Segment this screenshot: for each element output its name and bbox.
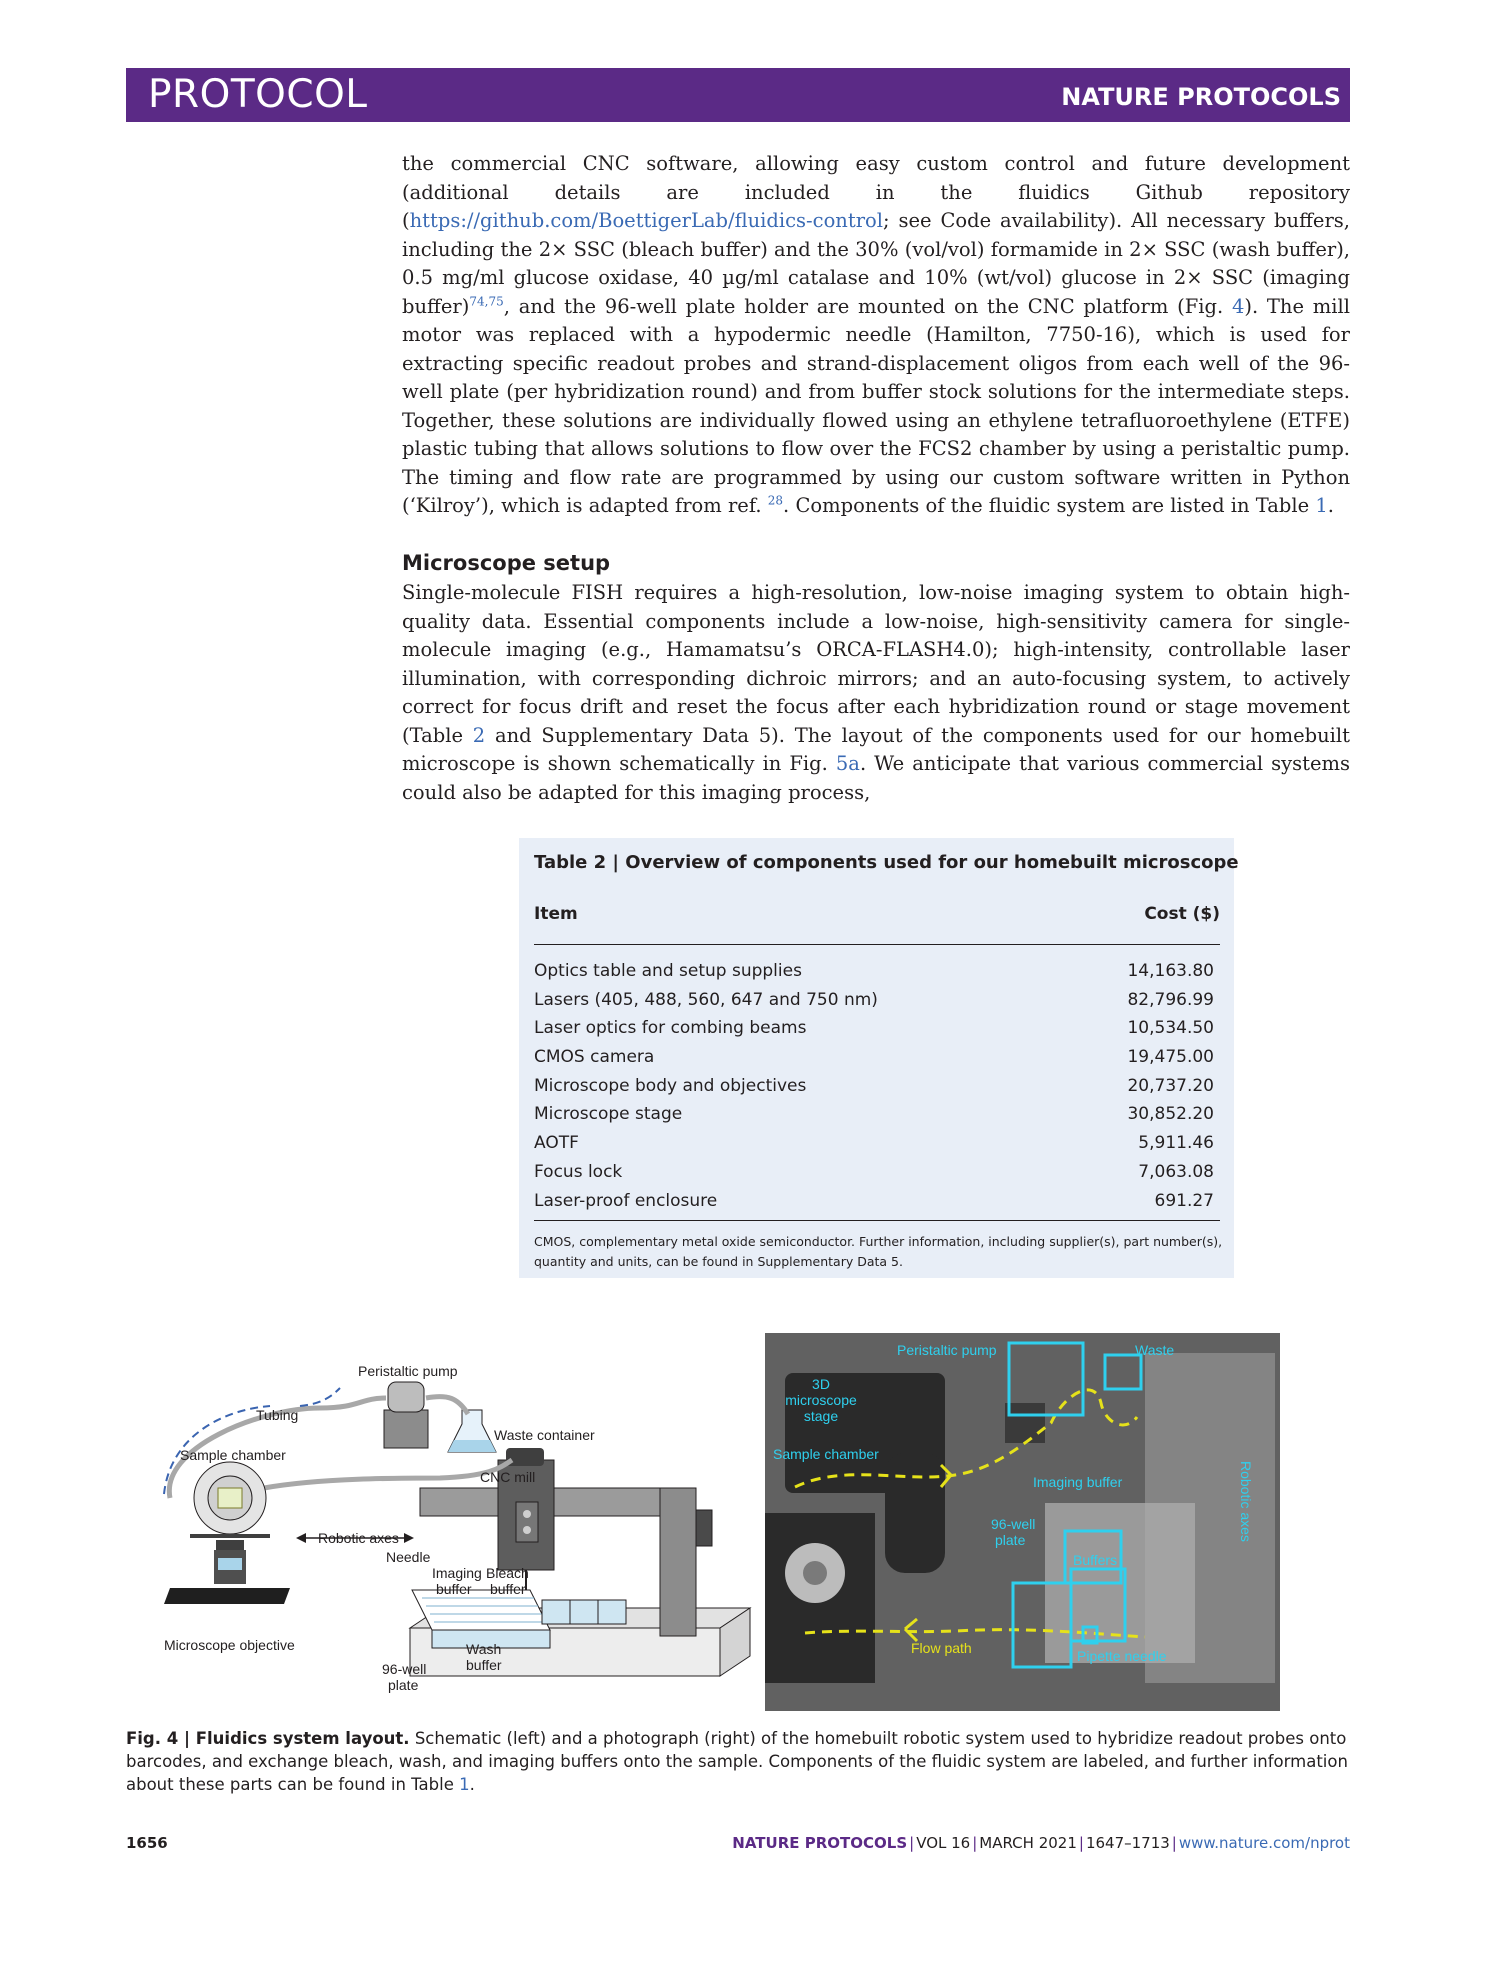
table-title-text: Overview of components used for our homebuilt microscope — [625, 852, 1239, 873]
label-line: plate — [995, 1532, 1026, 1548]
ref-28[interactable]: 28 — [767, 493, 784, 508]
table-cell-cost: 7,063.08 — [1138, 1161, 1214, 1182]
table-cell-item: Microscope body and objectives — [534, 1075, 807, 1096]
label-line: Bleach — [486, 1565, 529, 1581]
footer-journal: NATURE PROTOCOLS — [732, 1834, 908, 1852]
paragraph-fluidics — [402, 150, 1350, 521]
footer-url-link[interactable]: www.nature.com/nprot — [1178, 1834, 1350, 1852]
column-header-cost: Cost ($) — [1144, 904, 1220, 924]
label-line: buffer — [490, 1581, 526, 1597]
label-line: buffer — [436, 1581, 472, 1597]
label-line: 96-well — [382, 1661, 427, 1677]
github-link[interactable]: https://github.com/BoettigerLab/fluidics-control — [409, 209, 883, 232]
label-robotic-axes: Robotic axes — [318, 1530, 399, 1546]
photo-label-waste: Waste — [1135, 1342, 1175, 1358]
text-run: and Supplementary Data 5). The layout of the components used for our homebuilt microscope is shown schematically in Fig. — [402, 723, 1350, 775]
label-microscope-objective: Microscope objective — [164, 1637, 295, 1653]
table-cell-item: Laser optics for combing beams — [534, 1018, 807, 1039]
text-run: Single-molecule FISH requires a high-resolution, low-noise imaging system to obtain high-quality data. Essential components include a low-noise, high-sensitivity camera for single-molecule imaging (e.g., Hamamatsu’s ORCA-FLASH4.0); high-intensity, controllable laser illumination, with corresponding dichroic mirrors; and an auto-focusing system, to actively correct for focus drift and reset the focus after each hybridization round or stage movement (Table — [402, 581, 1350, 747]
table-row — [534, 986, 1220, 1015]
fluidics-schematic — [164, 1328, 760, 1710]
table-row — [534, 1158, 1220, 1187]
table-cell-cost: 691.27 — [1154, 1190, 1214, 1211]
footer-pages: 1647–1713 — [1085, 1834, 1170, 1852]
label-line: Wash — [466, 1641, 502, 1657]
label-peristaltic-pump: Peristaltic pump — [358, 1363, 458, 1379]
table-2-link[interactable]: 2 — [472, 723, 486, 747]
table-cell-cost: 30,852.20 — [1127, 1104, 1214, 1125]
table-2-title — [534, 852, 1239, 873]
text-run: . We anticipate that various commercial systems could also be adapted for this imaging process, — [402, 752, 1351, 804]
separator: | — [909, 1834, 915, 1852]
separator: | — [1171, 1834, 1177, 1852]
text-run: the commercial CNC software, allowing easy custom control and future development (additional details are included in the fluidics Github repository ( — [402, 152, 1350, 232]
label-line: plate — [388, 1677, 419, 1693]
table-row — [534, 1100, 1220, 1129]
table-row — [534, 1014, 1220, 1043]
table-cell-item: Laser-proof enclosure — [534, 1190, 718, 1211]
label-sample-chamber: Sample chamber — [180, 1447, 286, 1463]
label-line: microscope — [785, 1392, 857, 1408]
table-rule — [534, 1220, 1220, 1221]
table-cell-item: Focus lock — [534, 1161, 623, 1182]
label-needle: Needle — [386, 1549, 431, 1565]
table-header-row — [534, 904, 1220, 924]
label-cnc-mill: CNC mill — [480, 1469, 536, 1485]
footer-citation — [732, 1834, 1350, 1852]
photo-label-imaging-buffer: Imaging buffer — [1033, 1474, 1123, 1490]
separator: | — [972, 1834, 978, 1852]
ref-74-75[interactable]: 74,75 — [469, 294, 504, 308]
separator: | — [1078, 1834, 1084, 1852]
footer-volume: VOL 16 — [916, 1834, 971, 1852]
label-line: 96-well — [991, 1516, 1036, 1532]
table-row — [534, 1043, 1220, 1072]
table-cell-item: Microscope stage — [534, 1104, 683, 1125]
label-line: stage — [803, 1408, 839, 1424]
table-cell-cost: 19,475.00 — [1127, 1047, 1214, 1068]
text-run: , and the 96-well plate holder are mounted on the CNC platform (Fig. — [503, 294, 1232, 318]
text-run: . — [1327, 494, 1334, 517]
label-line: Imaging — [432, 1565, 482, 1581]
table-row — [534, 1187, 1220, 1216]
caption-end: . — [469, 1775, 475, 1794]
table-1-link[interactable]: 1 — [459, 1775, 470, 1794]
photo-label-robotic-axes: Robotic axes — [1238, 1461, 1254, 1542]
table-rule — [534, 944, 1220, 945]
label-wash-buffer — [466, 1641, 502, 1673]
label-line: buffer — [466, 1657, 502, 1673]
text-run: . Components of the fluidic system are listed in Table — [783, 494, 1316, 517]
label-waste-container: Waste container — [494, 1427, 595, 1443]
photo-label-peristaltic-pump: Peristaltic pump — [897, 1342, 997, 1358]
paragraph-microscope — [402, 579, 1350, 807]
table-cell-cost: 5,911.46 — [1138, 1133, 1214, 1154]
table-row — [534, 1129, 1220, 1158]
table-cell-item: CMOS camera — [534, 1047, 655, 1068]
column-header-item: Item — [534, 904, 578, 924]
header-section-label: PROTOCOL — [148, 72, 368, 117]
label-96-well-plate — [382, 1661, 426, 1693]
section-heading-microscope-setup: Microscope setup — [402, 551, 611, 575]
caption-text: Schematic (left) and a photograph (right) of the homebuilt robotic system used to hybridize readout probes onto barcodes, and exchange bleach, wash, and imaging buffers onto the sample. Components of the fluidic system are labeled, and further information about these parts can be found in Table — [126, 1729, 1348, 1794]
table-cell-item: Lasers (405, 488, 560, 647 and 750 nm) — [534, 989, 878, 1010]
label-tubing: Tubing — [256, 1407, 299, 1423]
figure-4-caption — [126, 1727, 1350, 1796]
fluidics-photograph — [765, 1333, 1280, 1711]
page-number: 1656 — [126, 1834, 168, 1852]
header-journal-name: NATURE PROTOCOLS — [1061, 83, 1341, 111]
text-run: ; see Code availability). All necessary buffers, including the 2× SSC (bleach buffer) and the 30% (vol/vol) formamide in 2× SSC (wash buffer), 0.5 mg/ml glucose oxidase, 40 µg/ml catalase and 10% (wt/vol) glucose in 2× SSC (imaging buffer) — [402, 209, 1350, 318]
table-footnote: CMOS, complementary metal oxide semiconductor. Further information, including supplier(s), part number(s), quantity and units, can be found in Supplementary Data 5. — [534, 1234, 1223, 1269]
table-label: Table 2 | — [534, 852, 619, 873]
table-cell-cost: 14,163.80 — [1127, 961, 1214, 981]
table-body — [534, 957, 1220, 1215]
table-cell-item: Optics table and setup supplies — [534, 961, 802, 981]
label-line: 3D — [812, 1376, 830, 1392]
photo-label-sample-chamber: Sample chamber — [773, 1446, 879, 1462]
label-bleach-buffer — [486, 1565, 529, 1597]
photo-label-pipette-needle: Pipette needle — [1077, 1648, 1167, 1664]
table-cell-cost: 20,737.20 — [1127, 1075, 1214, 1096]
text-run: ). The mill motor was replaced with a hypodermic needle (Hamilton, 7750-16), which is used for extracting specific readout probes and strand-displacement oligos from each well of the 96-well plate (per hybridization round) and from buffer stock solutions for the intermediate steps. Together, these solutions are individually flowed using an ethylene tetrafluoroethylene (ETFE) plastic tubing that allows solutions to flow over the FCS2 chamber by using a peristaltic pump. The timing and flow rate are programmed by using our custom software written in Python (‘Kilroy’), which is adapted from ref. — [402, 294, 1350, 517]
photo-label-buffers: Buffers — [1073, 1552, 1118, 1568]
table-cell-item: AOTF — [534, 1133, 579, 1154]
table-row — [534, 957, 1220, 986]
caption-label: Fig. 4 | Fluidics system layout. — [126, 1729, 410, 1748]
table-1-link[interactable]: 1 — [1315, 494, 1328, 517]
table-cell-cost: 82,796.99 — [1127, 989, 1214, 1010]
footer-date: MARCH 2021 — [979, 1834, 1077, 1852]
fig-5a-link[interactable]: 5a — [835, 752, 860, 775]
table-row — [534, 1072, 1220, 1101]
photo-label-flow-path: Flow path — [911, 1640, 972, 1656]
table-cell-cost: 10,534.50 — [1127, 1018, 1214, 1039]
fig-4-link[interactable]: 4 — [1231, 294, 1245, 318]
